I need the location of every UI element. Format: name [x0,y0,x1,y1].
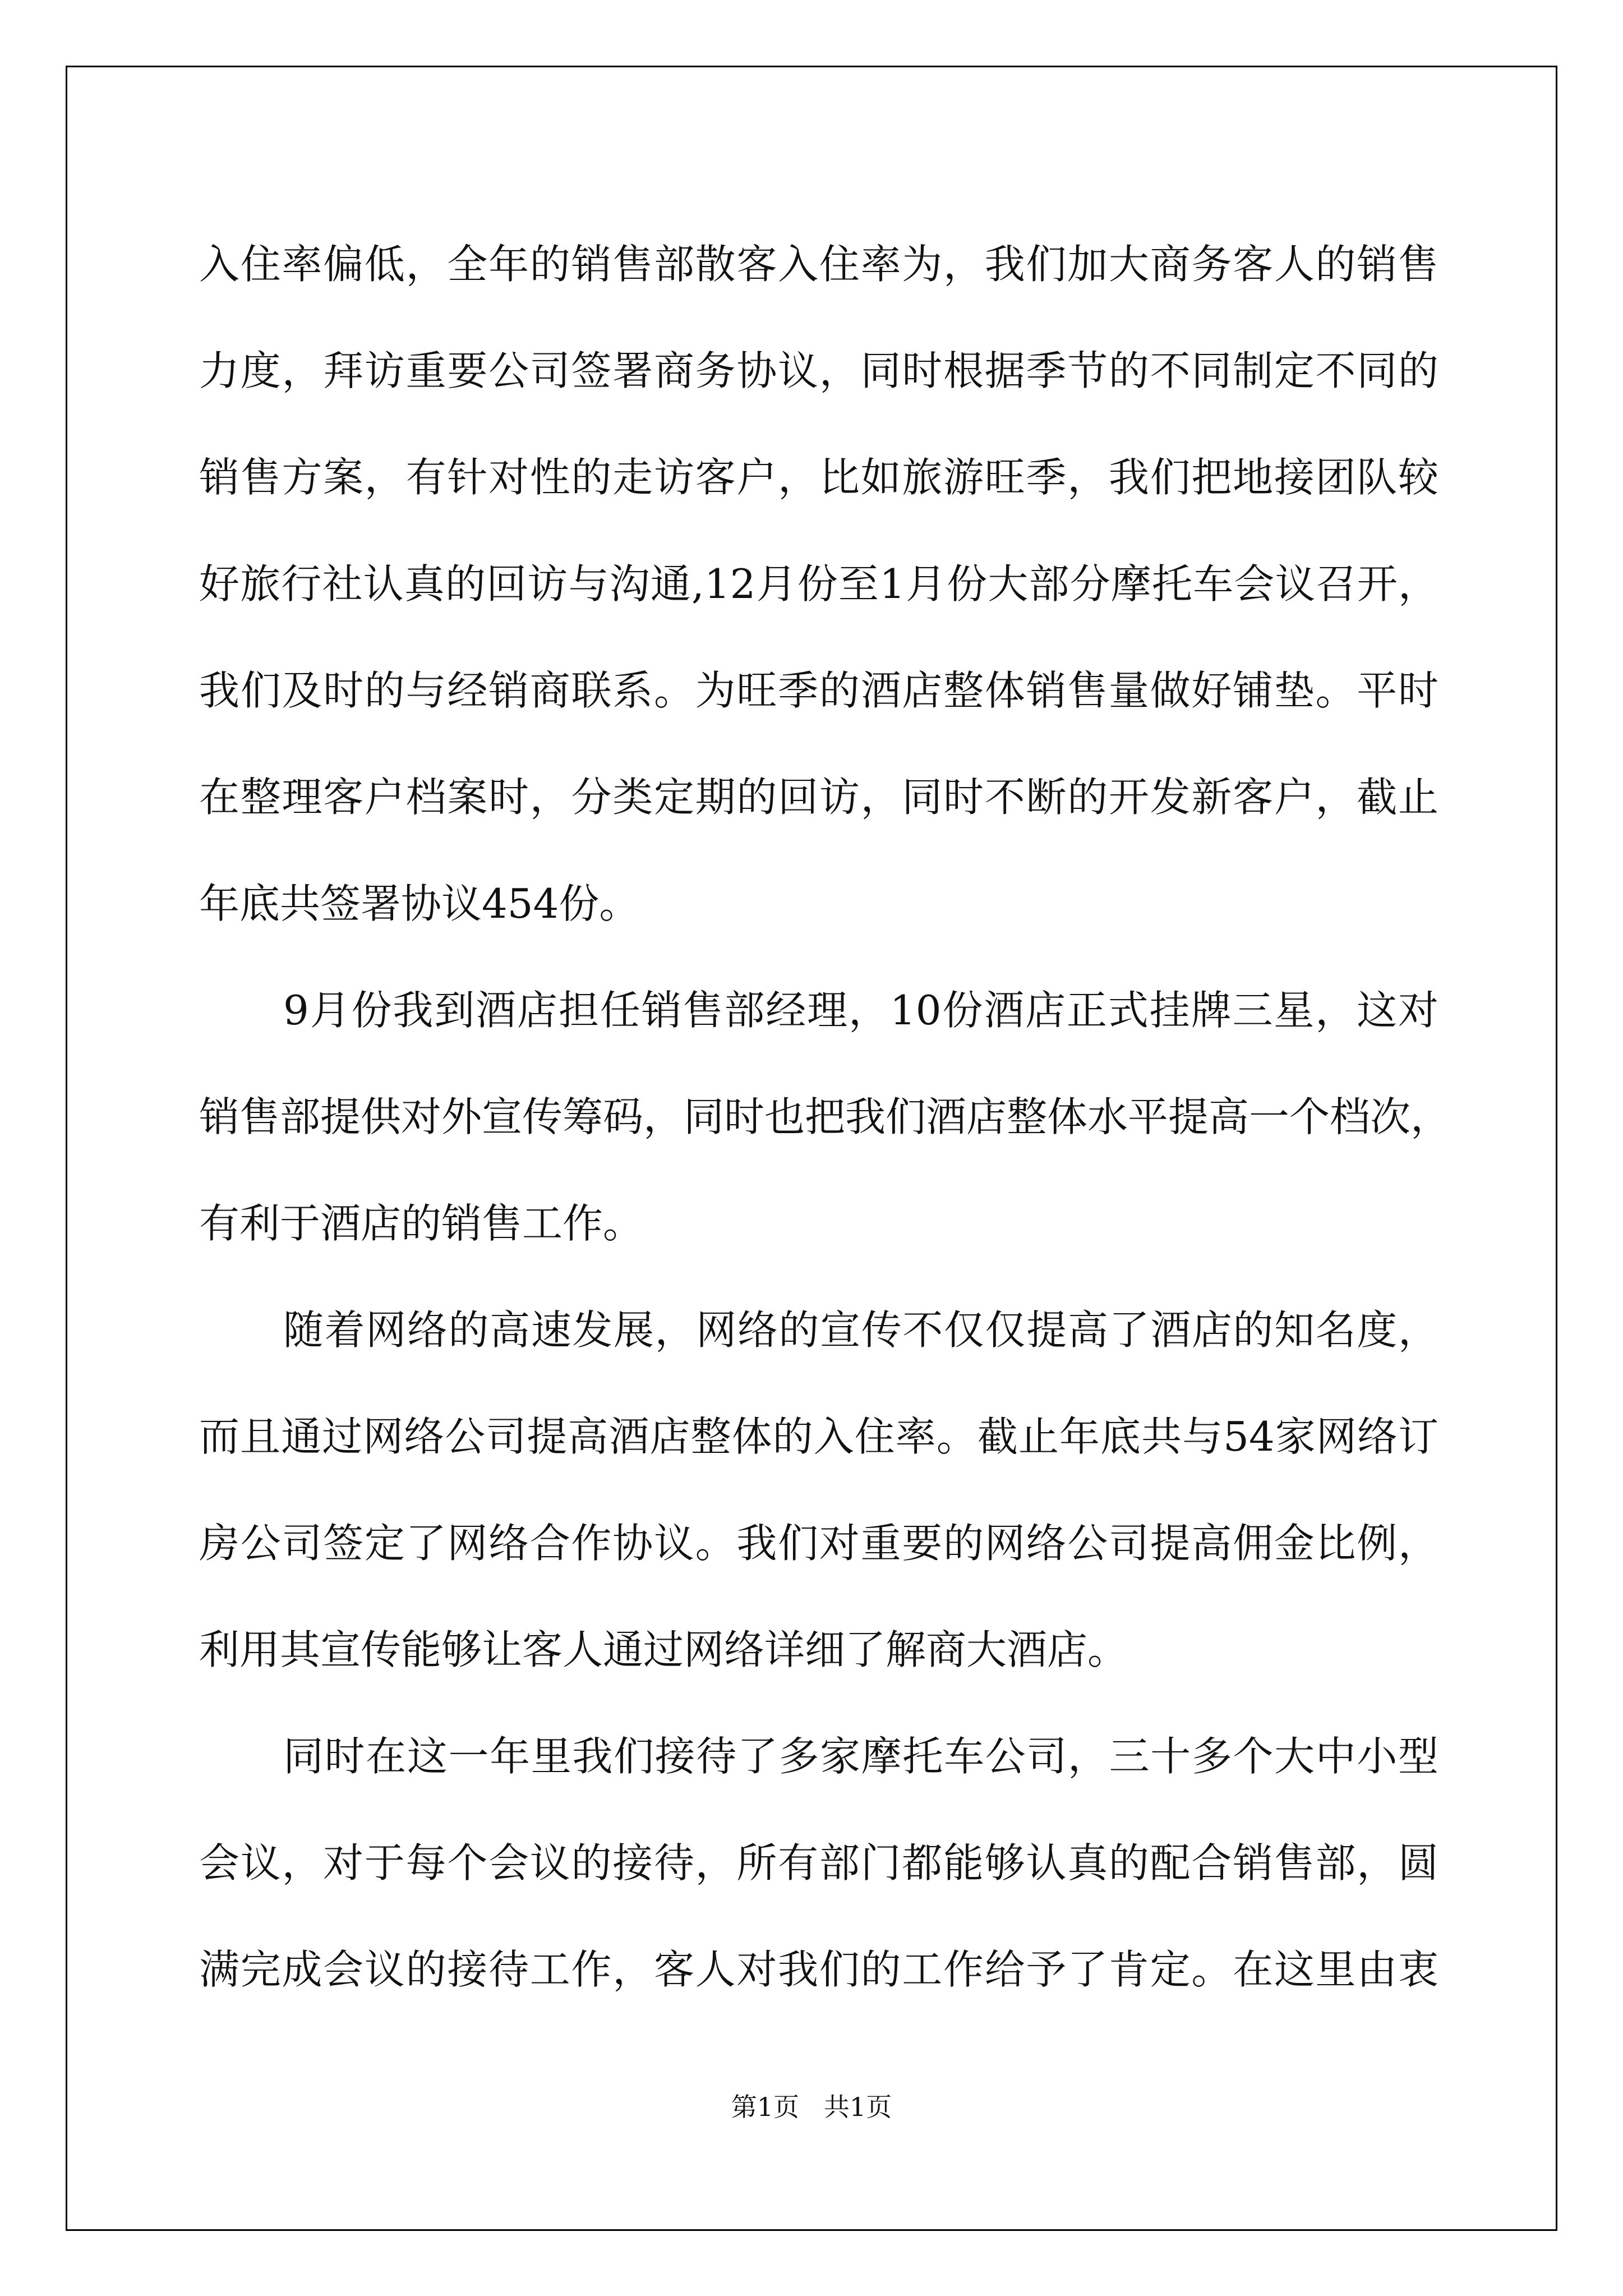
text-line: 销售部提供对外宣传筹码，同时也把我们酒店整体水平提高一个档次， [199,1093,1451,1140]
text-line: 同时在这一年里我们接待了多家摩托车公司，三十多个大中小型 [283,1733,1438,1780]
text-line: 销售方案，有针对性的走访客户，比如旅游旺季，我们把地接团队较 [199,454,1438,501]
text-line: 我们及时的与经销商联系。为旺季的酒店整体销售量做好铺垫。平时 [199,667,1438,714]
text-line: 有利于酒店的销售工作。 [199,1200,644,1247]
text-line: 9月份我到酒店担任销售部经理，10份酒店正式挂牌三星，这对 [283,987,1438,1034]
text-line: 房公司签定了网络合作协议。我们对重要的网络公司提高佣金比例， [199,1520,1438,1567]
document-body [199,211,1451,2023]
text-line: 满完成会议的接待工作，客人对我们的工作给予了肯定。在这里由衷 [199,1946,1438,1993]
text-line: 年底共签署协议454份。 [199,880,640,927]
text-line: 力度，拜访重要公司签署商务协议，同时根据季节的不同制定不同的 [199,347,1438,394]
text-line: 而且通过网络公司提高酒店整体的入住率。截止年底共与54家网络订 [199,1413,1438,1460]
text-line: 在整理客户档案时，分类定期的回访，同时不断的开发新客户，截止 [199,774,1438,821]
text-line: 好旅行社认真的回访与沟通,12月份至1月份大部分摩托车会议召开， [199,560,1438,608]
text-line: 入住率偏低，全年的销售部散客入住率为，我们加大商务客人的销售 [199,241,1438,288]
text-line: 利用其宣传能够让客人通过网络详细了解商大酒店。 [199,1626,1128,1673]
text-line: 会议，对于每个会议的接待，所有部门都能够认真的配合销售部，圆 [199,1839,1438,1887]
text-line: 随着网络的高速发展，网络的宣传不仅仅提高了酒店的知名度， [283,1306,1438,1354]
page-number-footer: 第1页 共1页 [731,2092,892,2122]
